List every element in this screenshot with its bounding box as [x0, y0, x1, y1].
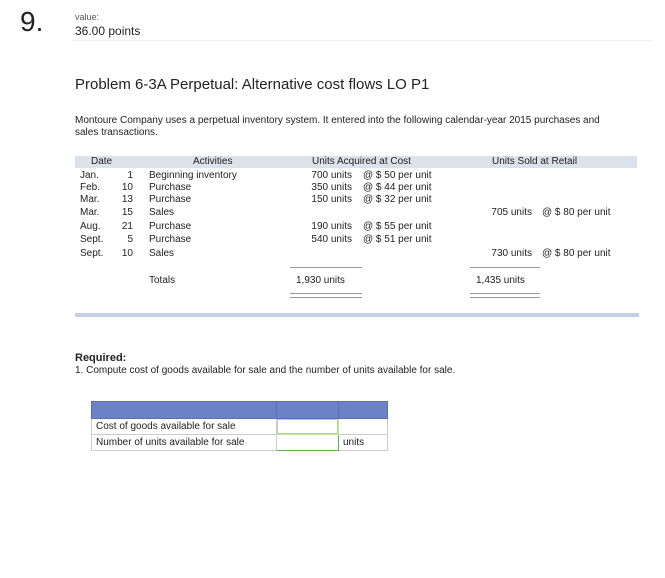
header-units-sold: Units Sold at Retail [492, 156, 578, 167]
row-sold-price: @ $ 80 per unit [542, 248, 611, 259]
total-double-underline [470, 293, 540, 298]
row-activity: Sales [149, 248, 175, 259]
empty-cell [339, 419, 388, 435]
points-value: 36.00 points [75, 24, 141, 38]
row-acq-cost: @ $ 50 per unit [363, 170, 432, 181]
subtotal-underline [470, 267, 540, 268]
answer-header-row [92, 402, 388, 419]
totals-label: Totals [149, 275, 176, 286]
row-acq-cost: @ $ 51 per unit [363, 234, 432, 245]
row-sold-units: 705 units [491, 207, 532, 218]
cost-goods-label: Cost of goods available for sale [92, 419, 277, 435]
row-acq-cost: @ $ 32 per unit [363, 194, 432, 205]
row-acq-units: 150 units [311, 194, 352, 205]
row-activity: Purchase [149, 221, 192, 232]
units-available-label: Number of units available for sale [92, 435, 277, 451]
divider [72, 40, 652, 41]
row-month: Sept. [80, 248, 104, 259]
answer-header-cell [339, 402, 388, 419]
row-activity: Beginning inventory [149, 170, 237, 181]
row-activity: Purchase [149, 182, 192, 193]
header-units-acquired: Units Acquired at Cost [312, 156, 411, 167]
row-acq-units: 540 units [311, 234, 352, 245]
row-month: Mar. [80, 207, 100, 218]
subtotal-underline [290, 267, 362, 268]
row-acq-units: 350 units [311, 182, 352, 193]
required-item-1: 1. Compute cost of goods available for sale and the number of units available for sale. [75, 365, 456, 376]
row-day: 10 [121, 182, 133, 193]
row-acq-units: 700 units [311, 170, 352, 181]
value-label: value: [75, 12, 100, 22]
row-month: Feb. [80, 182, 101, 193]
units-suffix: units [339, 435, 388, 451]
row-acq-cost: @ $ 44 per unit [363, 182, 432, 193]
row-activity: Sales [149, 207, 175, 218]
row-acq-units: 190 units [311, 221, 352, 232]
cost-goods-input[interactable] [277, 419, 339, 435]
row-day: 21 [121, 221, 133, 232]
answer-header-cell [92, 402, 277, 419]
problem-intro: Montoure Company uses a perpetual inventory system. It entered into the following calendar-year 2015 purchases and sales transactions. [75, 115, 600, 138]
answer-row-units [92, 435, 388, 451]
answer-row-cost [92, 419, 388, 435]
answer-header-cell [277, 402, 339, 419]
header-activities: Activities [193, 156, 233, 167]
row-day: 1 [127, 170, 133, 181]
answer-table [91, 401, 388, 451]
row-day: 10 [121, 248, 133, 259]
question-number: 9. [20, 6, 44, 37]
row-activity: Purchase [149, 194, 192, 205]
row-acq-cost: @ $ 55 per unit [363, 221, 432, 232]
row-sold-units: 730 units [491, 248, 532, 259]
section-separator [75, 313, 639, 317]
problem-title: Problem 6-3A Perpetual: Alternative cost flows LO P1 [75, 76, 430, 93]
units-available-input[interactable] [277, 435, 339, 451]
row-day: 5 [127, 234, 133, 245]
row-month: Jan. [80, 170, 99, 181]
row-sold-price: @ $ 80 per unit [542, 207, 611, 218]
required-heading: Required: [75, 352, 127, 364]
row-day: 15 [121, 207, 133, 218]
row-month: Aug. [80, 221, 101, 232]
row-month: Sept. [80, 234, 104, 245]
row-month: Mar. [80, 194, 100, 205]
header-date: Date [91, 156, 113, 167]
total-double-underline [290, 293, 362, 298]
row-day: 13 [121, 194, 133, 205]
totals-sold: 1,435 units [476, 275, 525, 286]
row-activity: Purchase [149, 234, 192, 245]
totals-acquired: 1,930 units [296, 275, 345, 286]
